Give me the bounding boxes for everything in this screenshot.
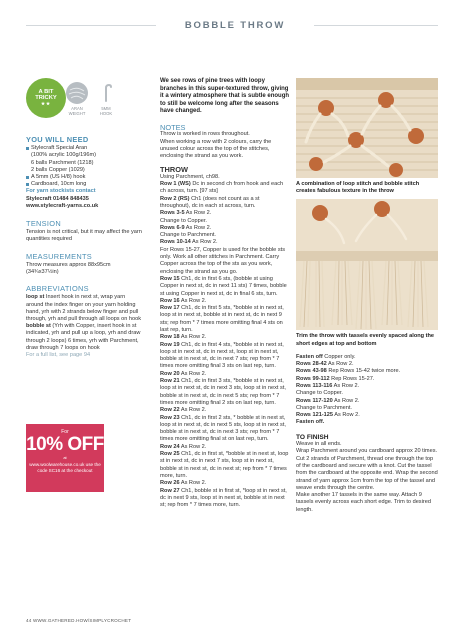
supply-item: Stylecraft Special Aran — [26, 145, 142, 152]
instruction-line — [160, 225, 290, 232]
instruction-text: Rep Rows 15-42 twice more. — [326, 368, 401, 375]
promo-for: For — [61, 429, 69, 435]
instruction-text: Change to Parchment. — [160, 232, 216, 239]
yarn-weight-label: ARAN WEIGHT — [68, 106, 86, 116]
instruction-text: Copper only. — [322, 353, 356, 360]
page-footer: 44 WWW.GATHERED.HOW/SIMPLYCROCHET — [26, 618, 132, 623]
abbr-loop-st — [26, 294, 142, 323]
intro-text: We see rows of pine trees with loopy branches in this super-textured throw, giving it a wintery atmosphere that is subtle enough to still be welcome long after the seasons have changed. — [160, 78, 290, 115]
instruction-line — [160, 415, 290, 444]
instruction-text: Ch1, dc in first 6 sts, (bobble st using Copper in next st, dc in next 11 sts) 7 times, bobble st using Copper in next st, dc in final 6 sts, turn. — [160, 275, 287, 297]
instruction-row-label: Row 21 — [160, 378, 180, 385]
instruction-text: Ch1, dc in first st, *bobble st in next st, loop st in next st, dc in next 7 sts, loop st in next st, bobble st in next st, dc in next st; rep from * 7 times more, turn. — [160, 451, 289, 479]
instruction-row-label: Rows 113-116 — [296, 383, 333, 389]
instruction-row-label: Fasten off. — [296, 419, 325, 426]
instruction-row-label: Row 24 — [160, 443, 180, 450]
notes-heading: NOTES — [160, 122, 186, 132]
stockists-url: www.stylecraft-yarns.co.uk — [26, 202, 99, 209]
stockists-phone: Stylecraft 01484 848435 — [26, 195, 89, 202]
left-column — [26, 136, 142, 359]
measurements-text: Throw measures approx 88x95cm (34¾x37½in) — [26, 261, 111, 276]
header-rule-left — [26, 25, 156, 26]
abbreviations-heading: ABBREVIATIONS — [26, 284, 89, 294]
instruction-text: Ch1, dc in first 4 sts, *bobble st in next st, loop st in next st, dc in next st, loop st in next st, bobble st in next st, dc in next 7 sts; rep from * 7 times more omitting final 3 sts on last rep, turn. — [160, 341, 284, 370]
instruction-row-label: Row 20 — [160, 370, 180, 377]
instruction-row-label: Rows 117-120 — [296, 397, 333, 404]
abbr-term: bobble st — [26, 323, 51, 330]
instruction-line — [160, 334, 290, 341]
notes-p2: When working a row with 2 colours, carry the unused colour across the top of the stitches, enclosing the strand as you work. — [160, 138, 272, 160]
photo-stitch-texture — [296, 78, 438, 178]
instruction-line — [296, 361, 438, 368]
instruction-text: As Row 2. — [184, 210, 212, 217]
instruction-text: Using Parchment, ch98. — [160, 173, 220, 180]
instruction-row-label: Row 1 (WS) — [160, 181, 191, 188]
instruction-line — [160, 196, 290, 211]
discount-promo — [26, 424, 104, 492]
supply-item: A 5mm (US H/8) hook — [26, 174, 142, 181]
instruction-row-label: Fasten off — [296, 353, 323, 360]
yarn-ball-icon — [66, 82, 88, 104]
instruction-text: Ch1, dc in first 5 sts, *bobble st in next st, loop st in next st, bobble st in next st, dc in next 9 sts; rep from * 7 times more omitting final 4 sts on last rep, turn. — [160, 305, 284, 333]
abbr-bobble-st — [26, 323, 142, 352]
instruction-text: As Row 2. — [190, 239, 218, 246]
instruction-line — [296, 376, 438, 383]
difficulty-label — [26, 89, 66, 101]
tension-text: Tension is not critical, but it may affect the yarn quantities required — [26, 229, 142, 243]
photo-caption-1: A combination of loop stitch and bobble stitch creates fabulous texture in the throw — [296, 181, 420, 195]
supply-item: (100% acrylic 100g/196m) — [31, 152, 96, 159]
instruction-line — [160, 181, 290, 196]
instruction-row-label: Rows 99-112 — [296, 375, 330, 382]
instruction-row-label: Rows 6-9 — [160, 224, 185, 231]
middle-column — [160, 78, 290, 509]
instruction-row-label: Row 26 — [160, 480, 180, 487]
instruction-text: Change to Copper. — [160, 217, 207, 224]
instruction-row-label: Row 22 — [160, 407, 180, 414]
instruction-line — [296, 368, 438, 375]
instruction-line — [160, 342, 290, 371]
instruction-text: As Row 2. — [179, 334, 207, 341]
instruction-line — [160, 407, 290, 414]
abbr-term: loop st — [26, 294, 45, 301]
instruction-row-label: Row 19 — [160, 341, 180, 348]
instruction-text: Ch1 (does not count as a st throughout), dc in each st across, turn. — [160, 195, 260, 209]
promo-text: www.woolwarehouse.co.uk use the code SC16 at the checkout — [29, 462, 101, 473]
instruction-line — [160, 247, 290, 276]
throw-heading: THROW — [160, 165, 188, 175]
instruction-line — [160, 174, 290, 181]
instruction-text: Change to Copper. — [296, 390, 343, 397]
instruction-row-label: Rows 43-98 — [296, 368, 327, 375]
instruction-line — [160, 232, 290, 239]
difficulty-stars: ★★ — [40, 101, 52, 106]
instruction-row-label: Row 15 — [160, 275, 180, 282]
instruction-text: Ch1, dc in first 2 sts, * bobble st in next st, loop st in next st, dc in next 5 sts, loop st in next st, bobble st in next st, dc in next 3 sts; rep from * 7 times more omitting final st on last rep, turn. — [160, 414, 286, 443]
instruction-text: As Row 2. — [179, 297, 207, 304]
instruction-text: For Rows 15-27, Copper is used for the bobble sts only. Work all other stitches in Parchment. Carry Copper across the top of the sts as you work, enclosing the strand as you go. — [160, 246, 285, 275]
instruction-line — [160, 451, 290, 480]
instruction-line — [160, 210, 290, 217]
page-title: BOBBLE THROW — [184, 20, 286, 31]
instruction-text: As Row 2. — [332, 383, 360, 389]
instruction-text: As Row 2. — [179, 443, 207, 450]
instruction-line — [296, 354, 438, 361]
instruction-line — [160, 480, 290, 487]
abbr-full-list-link[interactable]: For a full list, see page 94 — [26, 352, 91, 359]
instruction-line — [160, 444, 290, 451]
promo-at: at — [63, 455, 67, 460]
instruction-line — [296, 419, 438, 426]
instruction-row-label: Row 2 (RS) — [160, 195, 190, 202]
difficulty-line2: TRICKY — [35, 95, 57, 101]
instruction-row-label: Row 16 — [160, 297, 180, 304]
instruction-text: Dc in second ch from hook and each ch across, turn. [97 sts] — [160, 181, 284, 195]
instruction-text: As Row 2. — [333, 412, 360, 419]
you-will-need-heading: YOU WILL NEED — [26, 135, 89, 144]
right-column — [296, 78, 438, 514]
header-rule-right — [314, 25, 438, 26]
difficulty-badge — [26, 78, 66, 118]
instruction-row-label: Row 23 — [160, 414, 180, 421]
abbr-def: (Yrh with Copper, insert hook in st indicated, yrh and pull up a loop, yrh and draw through 2 loops) 6 times, yrh with Parchment, draw through 7 loops on hook — [26, 323, 141, 351]
difficulty-line1: A BIT — [38, 89, 54, 95]
instruction-row-label: Rows 3-5 — [160, 210, 185, 217]
row-instructions-continued — [296, 354, 438, 427]
finish-heading: TO FINISH — [296, 433, 329, 441]
instruction-text: Ch1, dc in first 3 sts, *bobble st in next st, loop st in next st, dc in next 3 sts, loop st in next st, bobble st in next st, dc in next 5 sts; rep from * 7 times more omitting final 2 sts on last rep, turn. — [160, 378, 286, 406]
instruction-text: As Row 2. — [179, 370, 207, 377]
instruction-line — [160, 488, 290, 510]
hook-size-label: 5MM HOOK — [99, 106, 113, 116]
instruction-row-label: Row 17 — [160, 305, 180, 312]
notes-p1: Throw is worked in rows throughout. — [160, 131, 250, 138]
instruction-text: Change to Parchment. — [296, 404, 352, 411]
instruction-line — [296, 412, 438, 419]
instruction-text: Ch1, bobble st in first st, *loop st in next st, dc in next 9 sts, loop st in next st, bobble st in next st; rep from * 7 times more, turn. — [160, 487, 287, 509]
finish-p3: Make another 17 tassels in the same way. Attach 9 tassels evenly across each short edge. Trim to desired length. — [296, 492, 431, 513]
instruction-line — [160, 239, 290, 246]
abbr-def: Insert hook in next st, wrap yarn around the index finger on your yarn holding hand, yrh with 2 strands below finger and pull through, yrh and pull through all loops on hook — [26, 294, 142, 323]
instruction-line — [296, 405, 438, 412]
instruction-line — [160, 305, 290, 334]
instruction-text: Rep Rows 15-27. — [329, 375, 375, 382]
instruction-line — [160, 378, 290, 407]
instruction-row-label: Row 25 — [160, 451, 180, 458]
instruction-text: As Row 2. — [332, 397, 360, 404]
instruction-line — [160, 371, 290, 378]
instruction-text: As Row 2. — [326, 361, 354, 368]
supply-item: Cardboard, 10cm long — [26, 181, 142, 188]
instruction-line — [296, 398, 438, 405]
tension-heading: TENSION — [26, 219, 61, 229]
photo-caption-2: Trim the throw with tassels evenly spaced along the short edges at top and bottom — [296, 333, 435, 347]
instruction-text: As Row 2. — [184, 224, 212, 231]
promo-discount: 10% OFF — [26, 434, 104, 455]
instruction-row-label: Rows 28-42 — [296, 361, 327, 368]
instruction-line — [160, 298, 290, 305]
stockists-heading: For yarn stockists contact — [26, 188, 96, 195]
instruction-row-label: Rows 10-14 — [160, 239, 191, 246]
instruction-row-label: Rows 121-125 — [296, 412, 334, 419]
instruction-text: As Row 2. — [179, 480, 207, 487]
finish-p2: Wrap Parchment around you cardboard approx 20 times. Cut 2 strands of Parchment, thread one through the top of the cardboard and secure with a knot. Cut the tassel from the cardboard at the opposite end. Wrap the second strand of yarn approx 1cm from the top of the tassel and weave ends through the centre. — [296, 448, 438, 491]
photo-tassels — [296, 199, 438, 330]
throw-instructions — [160, 174, 290, 510]
instruction-line — [160, 276, 290, 298]
instruction-row-label: Row 18 — [160, 334, 180, 341]
instruction-line — [160, 218, 290, 225]
supply-item: 6 balls Parchment (1218) — [31, 159, 94, 166]
instruction-row-label: Row 27 — [160, 487, 180, 494]
instruction-line — [296, 390, 438, 397]
finish-p1: Weave in all ends. — [296, 441, 342, 448]
instruction-line — [296, 383, 438, 390]
instruction-text: As Row 2. — [179, 407, 207, 414]
measurements-heading: MEASUREMENTS — [26, 251, 93, 261]
hook-icon — [100, 84, 112, 102]
supply-item: 2 balls Copper (1029) — [31, 166, 85, 173]
